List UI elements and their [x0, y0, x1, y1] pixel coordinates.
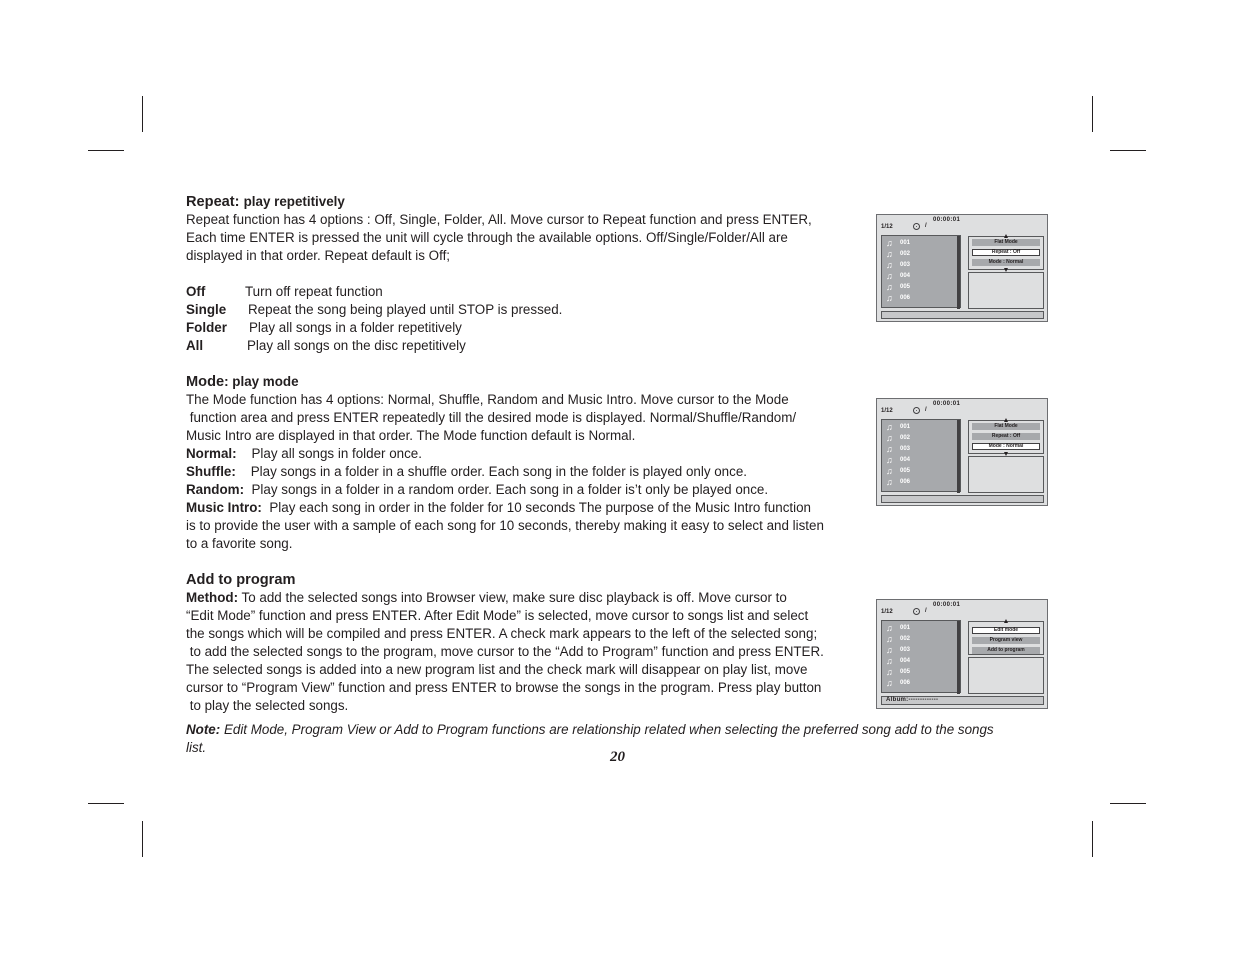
program-line: “Edit Mode” function and press ENTER. After Edit Mode” is selected, move cursor to songs list and select — [186, 608, 809, 623]
song-item[interactable]: ♫ 004 — [886, 454, 911, 465]
track-counter: 1/12 — [881, 609, 893, 615]
repeat-line: displayed in that order. Repeat default is Off; — [186, 248, 451, 263]
crop-mark — [88, 803, 124, 804]
song-item[interactable]: ♫ 001 — [886, 622, 911, 633]
disc-icon — [913, 608, 920, 615]
crop-mark — [1110, 150, 1146, 151]
menu-option-flat-mode[interactable]: Flat Mode — [972, 423, 1040, 430]
song-list — [881, 620, 961, 693]
song-item[interactable]: ♫ 003 — [886, 443, 911, 454]
song-list-scrollbar[interactable] — [957, 621, 960, 694]
song-item[interactable]: ♫ 006 — [886, 292, 911, 303]
mode-option: Shuffle: Play songs in a folder in a shuffle order. Each song in the folder is played only once. — [186, 464, 747, 479]
song-list — [881, 235, 961, 308]
music-note-icon: ♫ — [886, 443, 893, 454]
program-screen — [876, 599, 1048, 709]
program-line: cursor to “Program View” function and press ENTER to browse the songs in the program. Press play button — [186, 680, 822, 695]
crop-mark — [1092, 96, 1093, 132]
path-separator: / — [925, 407, 927, 413]
menu-option-mode[interactable]: Mode : Normal — [972, 443, 1040, 450]
song-item[interactable]: ♫ 004 — [886, 270, 911, 281]
repeat-options — [186, 283, 866, 355]
song-list — [881, 419, 961, 492]
path-separator: / — [925, 608, 927, 614]
repeat-option: All Play all songs on the disc repetitively — [186, 338, 466, 353]
song-item[interactable]: ♫ 005 — [886, 666, 911, 677]
song-list-scrollbar[interactable] — [957, 236, 960, 309]
repeat-heading: Repeat: play repetitively — [186, 194, 345, 210]
song-item[interactable]: ♫ 004 — [886, 655, 911, 666]
song-item[interactable]: ♫ 001 — [886, 237, 911, 248]
program-heading: Add to program — [186, 572, 296, 588]
song-item[interactable]: ♫ 006 — [886, 476, 911, 487]
music-note-icon: ♫ — [886, 432, 893, 443]
song-item[interactable]: ♫ 005 — [886, 465, 911, 476]
menu-option-repeat[interactable]: Repeat : Off — [972, 433, 1040, 440]
menu-option-repeat[interactable]: Repeat : Off — [972, 249, 1040, 256]
crop-mark — [142, 821, 143, 857]
music-note-icon: ♫ — [886, 644, 893, 655]
track-counter: 1/12 — [881, 408, 893, 414]
menu-option-add-to-program[interactable]: Add to program — [972, 647, 1040, 654]
music-note-icon: ♫ — [886, 666, 893, 677]
crop-mark — [142, 96, 143, 132]
function-menu — [968, 420, 1044, 454]
info-panel — [968, 657, 1044, 694]
music-note-icon: ♫ — [886, 622, 893, 633]
info-panel — [968, 272, 1044, 309]
mode-option: Random: Play songs in a folder in a random order. Each song in a folder is’t only be played once. — [186, 482, 769, 497]
function-menu — [968, 621, 1044, 655]
mode-option: Normal: Play all songs in folder once. — [186, 446, 422, 461]
arrow-up-icon[interactable] — [1004, 234, 1008, 238]
song-item[interactable]: ♫ 003 — [886, 644, 911, 655]
music-note-icon: ♫ — [886, 292, 893, 303]
song-list-scrollbar[interactable] — [957, 420, 960, 493]
music-note-icon: ♫ — [886, 421, 893, 432]
path-separator: / — [925, 223, 927, 229]
function-menu — [968, 236, 1044, 270]
elapsed-time: 00:00:01 — [933, 401, 961, 407]
song-item[interactable]: ♫ 001 — [886, 421, 911, 432]
arrow-up-icon[interactable] — [1004, 619, 1008, 623]
program-line: to play the selected songs. — [186, 698, 349, 713]
music-note-icon: ♫ — [886, 633, 893, 644]
status-bar — [881, 311, 1044, 319]
elapsed-time: 00:00:01 — [933, 217, 961, 223]
song-item[interactable]: ♫ 006 — [886, 677, 911, 688]
repeat-option: Off Turn off repeat function — [186, 284, 383, 299]
music-note-icon: ♫ — [886, 677, 893, 688]
menu-option-flat-mode[interactable]: Flat Mode — [972, 239, 1040, 246]
song-item[interactable]: ♫ 002 — [886, 248, 911, 259]
music-note-icon: ♫ — [886, 655, 893, 666]
mode-line: is to provide the user with a sample of each song for 10 seconds, thereby making it easy to select and listen — [186, 518, 824, 533]
mode-line: to a favorite song. — [186, 536, 293, 551]
menu-option-program-view[interactable]: Program view — [972, 637, 1040, 644]
crop-mark — [1092, 821, 1093, 857]
elapsed-time: 00:00:01 — [933, 602, 961, 608]
repeat-option: Folder Play all songs in a folder repetitively — [186, 320, 462, 335]
repeat-line: Repeat function has 4 options : Off, Single, Folder, All. Move cursor to Repeat function and press ENTER, — [186, 212, 812, 227]
mode-screen — [876, 398, 1048, 506]
repeat-screen — [876, 214, 1048, 322]
crop-mark — [1110, 803, 1146, 804]
arrow-up-icon[interactable] — [1004, 418, 1008, 422]
music-note-icon: ♫ — [886, 237, 893, 248]
program-note: Note: Edit Mode, Program View or Add to Program functions are relationship related when selecting the preferred song add to the songs list. — [186, 722, 994, 755]
mode-line: Music Intro are displayed in that order. The Mode function default is Normal. — [186, 428, 636, 443]
repeat-option: Single Repeat the song being played until STOP is pressed. — [186, 302, 563, 317]
music-note-icon: ♫ — [886, 465, 893, 476]
info-panel — [968, 456, 1044, 493]
music-note-icon: ♫ — [886, 248, 893, 259]
menu-option-edit-mode[interactable]: Edit mode — [972, 627, 1040, 634]
mode-heading: Mode: play mode — [186, 374, 299, 390]
program-line: the songs which will be compiled and press ENTER. A check mark appears to the left of the selected song; — [186, 626, 818, 641]
music-note-icon: ♫ — [886, 270, 893, 281]
song-item[interactable]: ♫ 002 — [886, 633, 911, 644]
program-line: to add the selected songs to the program, move cursor to the “Add to Program” function and press ENTER. — [186, 644, 824, 659]
menu-option-mode[interactable]: Mode : Normal — [972, 259, 1040, 266]
program-line: Method: To add the selected songs into Browser view, make sure disc playback is off. Move cursor to — [186, 590, 787, 605]
disc-icon — [913, 223, 920, 230]
mode-line: The Mode function has 4 options: Normal, Shuffle, Random and Music Intro. Move cursor to the Mode — [186, 392, 789, 407]
program-line: The selected songs is added into a new program list and the check mark will disappear on play list, move — [186, 662, 808, 677]
music-note-icon: ♫ — [886, 259, 893, 270]
status-bar: Album:------------- — [881, 696, 1044, 705]
mode-line: function area and press ENTER repeatedly till the desired mode is displayed. Normal/Shuffle/Random/ — [186, 410, 797, 425]
song-item[interactable]: ♫ 003 — [886, 259, 911, 270]
manual-text — [186, 193, 866, 715]
music-note-icon: ♫ — [886, 454, 893, 465]
repeat-line: Each time ENTER is pressed the unit will cycle through the available options. Off/Single/Folder/All are — [186, 230, 788, 245]
song-item[interactable]: ♫ 002 — [886, 432, 911, 443]
crop-mark — [88, 150, 124, 151]
track-counter: 1/12 — [881, 224, 893, 230]
disc-icon — [913, 407, 920, 414]
mode-option: Music Intro: Play each song in order in the folder for 10 seconds The purpose of the Music Intro function — [186, 500, 811, 515]
status-bar — [881, 495, 1044, 503]
page-number: 20 — [610, 749, 625, 765]
music-note-icon: ♫ — [886, 476, 893, 487]
song-item[interactable]: ♫ 005 — [886, 281, 911, 292]
music-note-icon: ♫ — [886, 281, 893, 292]
